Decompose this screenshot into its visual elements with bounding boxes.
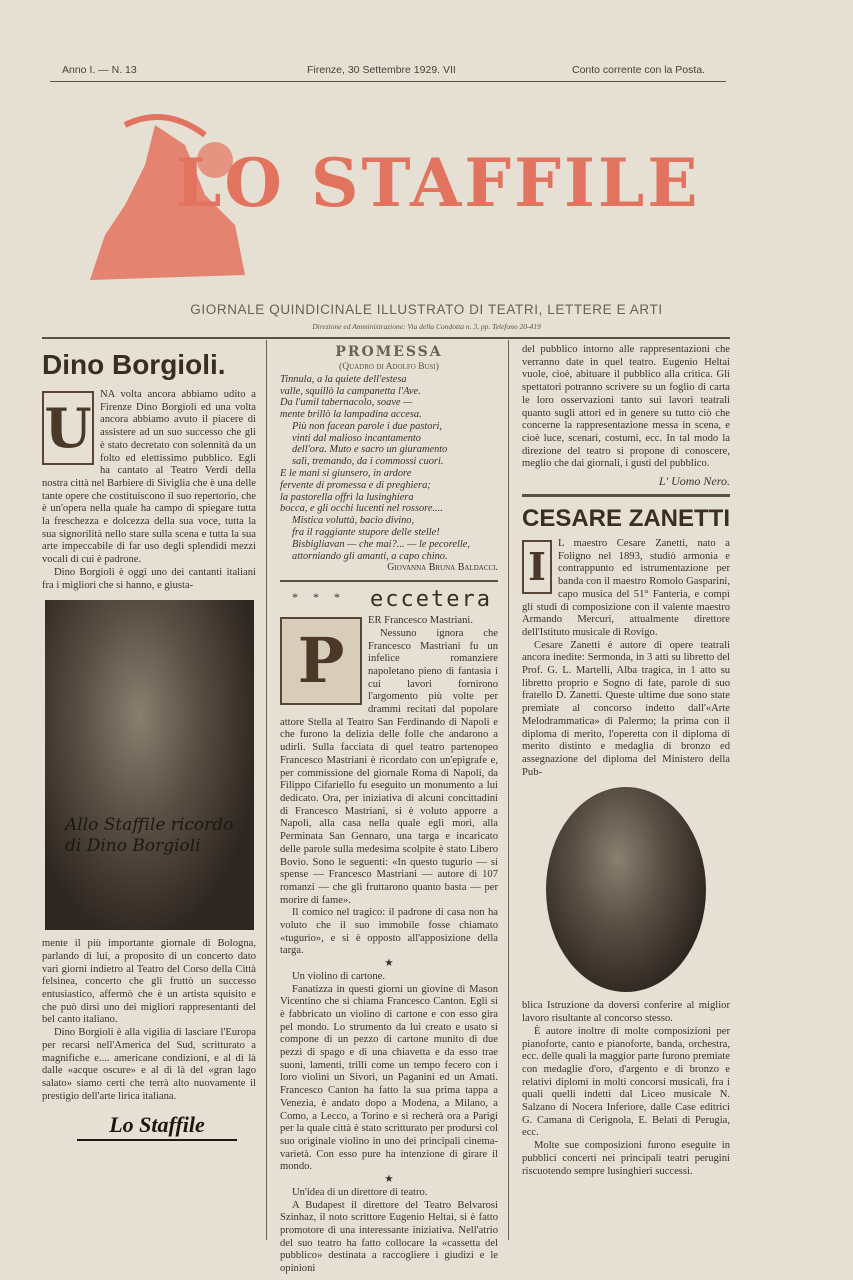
eccetera-paragraph: ER Francesco Mastriani. [368,615,474,627]
promessa-title: PROMESSA [335,344,443,360]
column-two [280,344,498,1276]
promessa-subtitle: (Quadro di Adolfo Busi) [339,362,439,372]
masthead [85,95,725,290]
zanetti-paragraph: Cesare Zanetti è autore di opere teatrali ancora inedite: Sermonda, in 3 atti su libretto del Prof. G. L. Martelli, Alba tragica, in 1 atto su libretto proprio e Sogno di fate, parole di suo fratello D. Zanetti. Queste ultime due sono state premiate al concorso indetto dall'«Arte Melodrammatica» di Palermo; la prima con il diploma di merito, l'operetta con il diploma di merito distinto e medaglia di bronzo ed assegnazione del diploma del Ministero della Pub- [522,639,730,778]
violino-paragraph: Fanatizza in questi giorni un giovine di Mason Vicentino che si chiama Francesco Canton. Egli si è fabbricato un violino di cartone e con esso gira pel mondo. Lo strumento da lui creato e usato si compone di un pezzo di cartone munito di due pezzi di spago e di una chiavetta e da esso trae suoni, lamenti, trilli come un tempo fecero con i loro violini un Sivori, un Paganini ed un Amati. Francesco Canton ha fatto la sua prima tappa a Venezia, è andato dopo a Modena, a Milano, a Como, a Lecco, a Torino e si recherà ora a Parigi per la quale città è stato scritturato per prodursi col suo originale violino in uno dei principali cinema-varietà. Con esso pure ha intenzione di girare il mondo. [280,983,498,1173]
violino-heading: Un violino di cartone. [292,970,385,982]
section-rule [522,494,730,497]
eccetera-paragraph: Nessuno ignora che Francesco Mastriani fu un infelice romanziere napoletano pieno di fantasia i cui lavori fornirono l'argomento più volte per drammi recitati dal popolare attore Stella al Teatro San Ferdinando di Napoli e che furono la delizia delle folle che andarono a udirli. Sulla facciata di quel teatro partenopeo Francesco Mastriani è ricordato con un'epigrafe e, per commissione del giornale Roma di Napoli, da Filippo Cifariello fu eseguito un monumento a lui dedicato. Ora, per iniziativa di alcuni concittadini di Francesco Mastriani, si è voluto apporre a Napoli, alla casa nella quale egli morì, alla Perminata San Gennaro, una targa e incaricato delle parole sulla medesima scolpite è stato Libero Bovio. Sono le seguenti: «In questo tugurio — si spense — Francesco Mastriani — autore di 107 romanzi — che gli fruttarono quanto basta — per morire di fame». [280,627,498,906]
poem-line: dell'ora. Muto e sacro un giuramento [292,444,448,456]
column-three [522,344,730,1178]
eccetera-stars: * * * [292,590,346,605]
zanetti-photo [546,787,706,992]
idea-paragraph: A Budapest il direttore del Teatro Belvarosi Szinhaz, il noto scrittore Eugenio Heltai, si è fatto promotore di una interessante iniziativa. Nell'atrio del suo teatro ha fatto collocare la «cassetta del pubblico» destinata a raccogliere i giudizi e le opinioni [280,1199,498,1275]
section-rule [280,580,498,582]
poem-line: Bisbigliavan — che mai?... — le pecorelle, [292,538,470,550]
dropcap-i: I [522,540,552,594]
masthead-address: Direzione ed Amministrazione: Via della Condotta n. 3, pp. Telefono 20-419 [312,322,541,331]
eccetera-header [280,587,498,615]
poem-line: salì, tremando, da i commossi cuori. [292,456,444,468]
poem-line: Più non facean parole i due pastori, [292,420,442,432]
masthead-title: LO STAFFILE [175,144,701,222]
zanetti-paragraph: L maestro Cesare Zanetti, nato a Foligno nel 1893, studiò armonia e contrappunto ed istrumentazione per banda con il maestro Romolo Gasparini, capo musica del 51° Fanteria, e compì gli studi di composizione con il valente maestro Armando Mercuri, attualmente direttore dell'Istituto musicale di Rovigo. [522,538,730,638]
poem-line: Da l'umil tabernacolo, soave — [280,397,413,409]
masthead-subtitle: GIORNALE QUINDICINALE ILLUSTRATO DI TEATRI, LETTERE E ARTI [190,302,663,317]
poem-line: valle, squillò la campanetta l'Ave. [280,385,421,397]
borgioli-paragraph: Dino Borgioli è oggi uno dei cantanti italiani fra i migliori che si hanno, e giusta- [42,566,256,591]
eccetera-paragraph: Il comico nel tragico: il padrone di casa non ha voluto che il suo immobile fosse chiamato «tugurio», e si è opposto all'apposizione della targa. [280,907,498,957]
star-separator-icon: ★ [384,958,394,970]
poem-line: bocca, e gli occhi lucenti nel rossore.... [280,503,443,515]
eccetera-title: eccetera [370,587,492,613]
lo-staffile-signature: Lo Staffile [77,1111,237,1141]
postal-note: Conto corrente con la Posta. [572,64,706,76]
poem-line: attorniando gli amanti, a capo chino. [292,550,448,562]
column-divider [508,340,509,1240]
poem-line: Mistica voluttà, bacio divino, [292,515,415,527]
masthead-rule [42,337,730,339]
photo-inscription: Allo Staffile ricordo di Dino Borgioli [65,815,234,857]
poem-line: E le mani si giunsero, in ardore [280,468,412,480]
zanetti-paragraph: È autore inoltre di molte composizioni per pianoforte, canto e pianoforte, banda, orchestra, ecc. delle quali la maggior parte furono premiate con medaglie d'oro, d'argento e di bronzo e relativi diplomi in molti concorsi musicali, fra i quali quelli indetti dal Liceo musicale N. Salzano di Nocera Inferiore, dalle Case editrici G. Camana di Cerignola, E. Belati di Perugia, ecc. [522,1025,730,1139]
poem-line: fervente di promessa e di preghiera; [280,479,431,491]
borgioli-title: Dino Borgioli. [42,349,226,380]
header-rule [50,81,726,82]
borgioli-paragraph: mente il più importante giornale di Bologna, parlando di lui, a proposito di un concerto dato vari giorni indietro al Teatro del Corso della Città felsinea, concerto che gli fruttò un successo entusiastico, affermò che è un artista squisito e che può dirsi uno dei migliori rappresentanti del bel canto italiano. [42,938,256,1026]
poem-lines [280,374,498,563]
poem-line: vinti dal malioso incantamento [292,432,422,444]
dropcap-u: U [42,391,94,465]
idea-heading: Un'idea di un direttore di teatro. [292,1186,428,1198]
borgioli-article [42,345,256,1141]
idea-paragraph: del pubblico intorno alle rappresentazioni che verranno date in quel teatro. Eugenio Heltai vuole, cioè, abituare il pubblico alla critica. Gli spettatori potranno scrivere su un foglio di carta le loro osservazioni tanto sui lavori teatrali quanto sugli attori ed in genere su tutto ciò che concerne la rappresentazione messa in scena, e cioè luce, scenari, costumi, ecc. In tal modo la direzione del teatro si propone di conoscere, meglio che dai giornali, i gusti del pubblico. [522,344,730,470]
borgioli-photo [45,600,254,930]
star-separator-icon: ★ [384,1174,394,1186]
dropcap-p: P [280,617,362,705]
borgioli-paragraph: Dino Borgioli è alla vigilia di lasciare l'Europa per recarsi nell'America del Sud, scritturato a magnifiche e.... americane condizioni, e al di là dalle «acque oscure» e al di là del «gran lago salato» siamo certi che terrà alto nuovamente il prestigio dell'arte lirica italiana. [42,1027,256,1102]
poem-line: Tinnula, a la quiete dell'estesa [280,373,407,385]
zanetti-title: CESARE ZANETTI [522,505,731,533]
zanetti-paragraph: Molte sue composizioni furono eseguite in pubblici concerti nei principali teatri perugini riscuotendo sempre lusinghieri successi. [522,1140,730,1177]
borgioli-paragraph: NA volta ancora abbiamo udito a Firenze Dino Borgioli ed una volta ancora abbiamo avuto il piacere di assistere ad un suo successo che gli è stato decretato con solennità da un folto ed elettissimo pubblico. Egli ha cantato al Teatro Verdi della nostra città nel Barbiere di Siviglia che è una delle tante opere che costituiscono il suo repertorio, che è un'opera nella quale ha campo di spiegare tutta la freschezza e dolcezza della sua voce, tutta la sua signorilità nello stare sulla scena e tutta la sua arte impeccabile di far uso degli splendidi mezzi vocali di cui è padrone. [42,389,256,566]
column-divider [266,340,267,1240]
dateline: Firenze, 30 Settembre 1929. VII [307,64,456,76]
uomo-nero-signature: L' Uomo Nero. [658,474,730,489]
issue-number: Anno I. — N. 13 [62,64,137,76]
poem-line: mente brillò la lampadina accesa. [280,409,422,421]
poem-line: fra il raggiante stupore delle stelle! [292,527,440,539]
poem-line: la pastorella offrì la lusinghiera [280,491,414,503]
poem-author: Giovanna Bruna Baldacci. [387,562,498,574]
zanetti-paragraph: blica Istruzione da doversi conferire al miglior lavoro risultante al concorso stesso. [522,1000,730,1025]
